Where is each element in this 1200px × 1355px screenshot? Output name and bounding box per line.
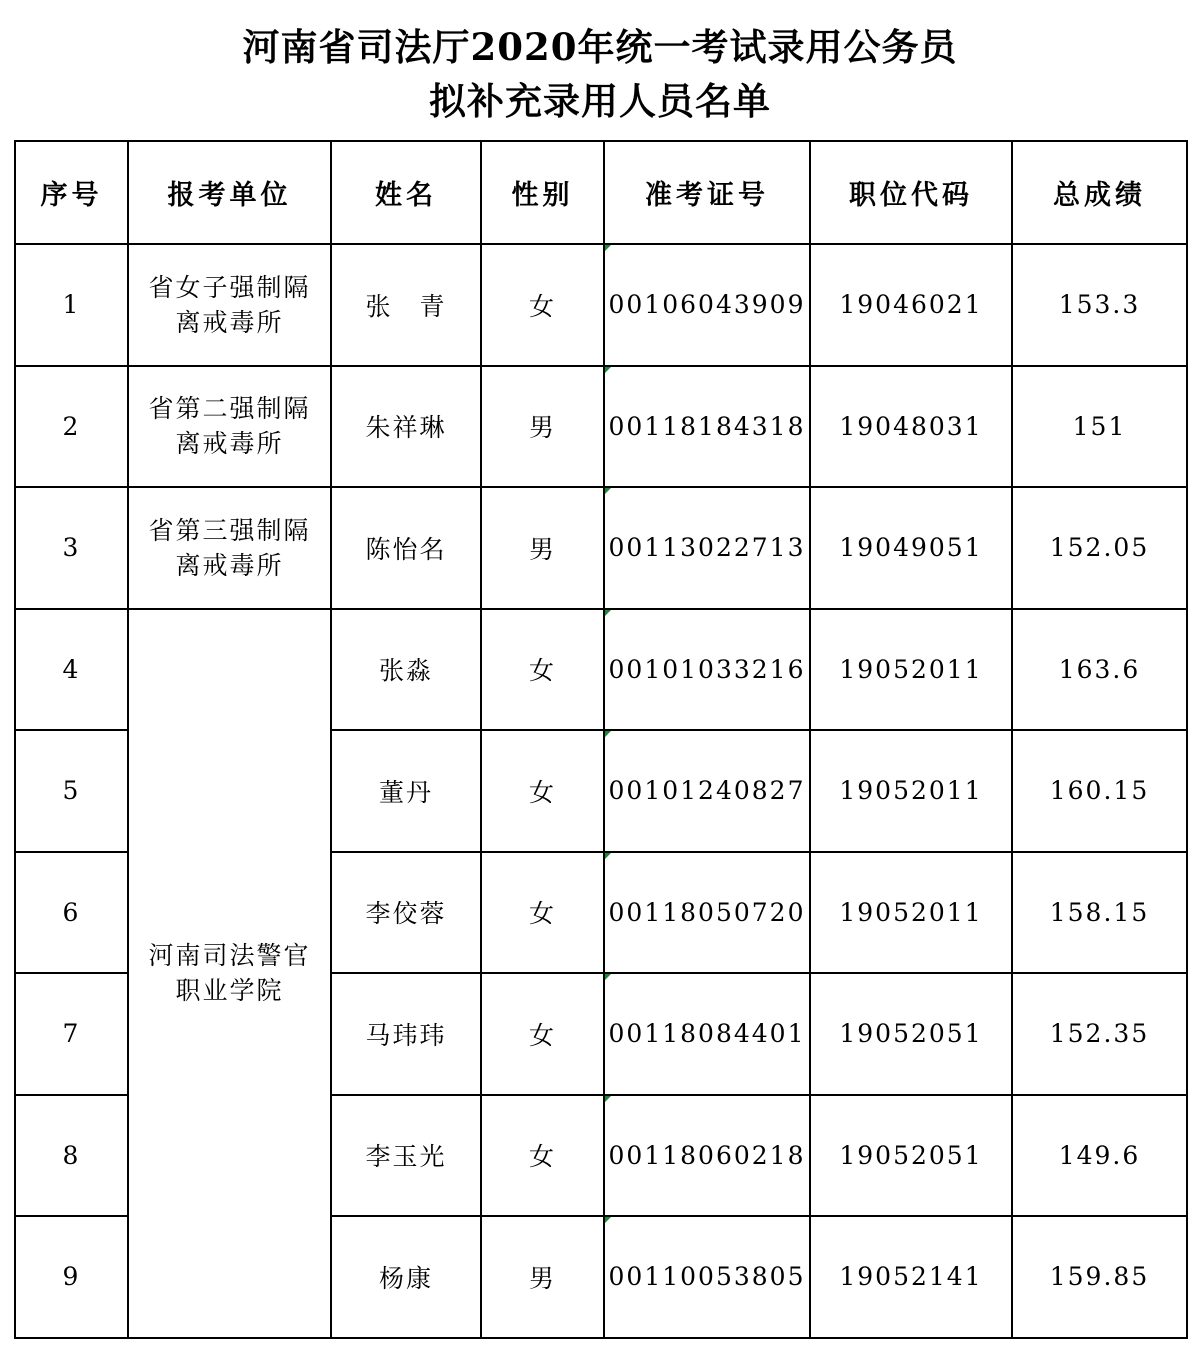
cell-name: 朱祥琳 bbox=[331, 366, 481, 488]
cell-position-code: 19048031 bbox=[810, 366, 1012, 488]
cell-gender: 女 bbox=[481, 1095, 604, 1217]
table-row bbox=[15, 609, 1187, 731]
cell-name: 杨康 bbox=[331, 1216, 481, 1338]
cell-ticket bbox=[604, 609, 810, 731]
cell-unit-merged bbox=[128, 609, 331, 1338]
cell-seq: 7 bbox=[15, 973, 128, 1095]
unit-line2: 职业学院 bbox=[175, 976, 284, 1005]
cell-name: 李玉光 bbox=[331, 1095, 481, 1217]
cell-ticket bbox=[604, 1095, 810, 1217]
cell-ticket bbox=[604, 1216, 810, 1338]
unit-line2: 离戒毒所 bbox=[175, 429, 284, 459]
cell-score: 149.6 bbox=[1012, 1095, 1187, 1217]
header-name: 姓名 bbox=[331, 141, 481, 244]
ticket-value: 00118060218 bbox=[608, 1140, 806, 1170]
cell-position-code: 19049051 bbox=[810, 487, 1012, 609]
cell-position-code: 19052051 bbox=[810, 1095, 1012, 1217]
cell-name: 张淼 bbox=[331, 609, 481, 731]
cell-gender: 女 bbox=[481, 852, 604, 974]
cell-marker bbox=[605, 1096, 611, 1102]
cell-gender: 男 bbox=[481, 366, 604, 488]
cell-ticket bbox=[604, 852, 810, 974]
cell-name: 董丹 bbox=[331, 730, 481, 852]
cell-marker bbox=[605, 610, 611, 616]
cell-gender: 女 bbox=[481, 730, 604, 852]
cell-ticket bbox=[604, 730, 810, 852]
cell-gender: 男 bbox=[481, 487, 604, 609]
ticket-value: 00113022713 bbox=[608, 533, 806, 563]
table-row bbox=[15, 487, 1187, 609]
cell-seq: 6 bbox=[15, 852, 128, 974]
cell-position-code: 19052051 bbox=[810, 973, 1012, 1095]
cell-ticket bbox=[604, 973, 810, 1095]
cell-ticket bbox=[604, 244, 810, 366]
header-ticket: 准考证号 bbox=[604, 141, 810, 244]
cell-name: 陈怡名 bbox=[331, 487, 481, 609]
cell-seq: 1 bbox=[15, 244, 128, 366]
candidate-table bbox=[14, 140, 1188, 1339]
table-row bbox=[15, 244, 1187, 366]
unit-line2: 离戒毒所 bbox=[175, 307, 284, 337]
cell-name: 马玮玮 bbox=[331, 973, 481, 1095]
unit-line1: 省第三强制隔 bbox=[148, 515, 311, 545]
ticket-value: 00118084401 bbox=[608, 1019, 806, 1049]
cell-position-code: 19052141 bbox=[810, 1216, 1012, 1338]
unit-line1: 省女子强制隔 bbox=[148, 272, 311, 302]
cell-gender: 女 bbox=[481, 244, 604, 366]
ticket-value: 00101033216 bbox=[608, 654, 806, 684]
cell-position-code: 19046021 bbox=[810, 244, 1012, 366]
header-seq: 序号 bbox=[15, 141, 128, 244]
table-header-row bbox=[15, 141, 1187, 244]
cell-marker bbox=[605, 1217, 611, 1223]
cell-seq: 3 bbox=[15, 487, 128, 609]
cell-unit bbox=[128, 366, 331, 488]
document-title-line2: 拟补充录用人员名单 bbox=[429, 79, 771, 123]
cell-score: 159.85 bbox=[1012, 1216, 1187, 1338]
unit-line2: 离戒毒所 bbox=[175, 550, 284, 580]
cell-seq: 8 bbox=[15, 1095, 128, 1217]
cell-name: 张 青 bbox=[331, 244, 481, 366]
ticket-value: 00106043909 bbox=[608, 290, 806, 320]
cell-score: 153.3 bbox=[1012, 244, 1187, 366]
unit-line1: 省第二强制隔 bbox=[148, 394, 311, 424]
cell-marker bbox=[605, 731, 611, 737]
cell-marker bbox=[605, 245, 611, 251]
header-score: 总成绩 bbox=[1012, 141, 1187, 244]
ticket-value: 00118050720 bbox=[608, 897, 806, 927]
unit-line1: 河南司法警官 bbox=[148, 941, 311, 970]
cell-ticket bbox=[604, 487, 810, 609]
cell-marker bbox=[605, 488, 611, 494]
cell-score: 160.15 bbox=[1012, 730, 1187, 852]
table-row bbox=[15, 366, 1187, 488]
ticket-value: 00110053805 bbox=[608, 1262, 806, 1292]
cell-score: 158.15 bbox=[1012, 852, 1187, 974]
cell-position-code: 19052011 bbox=[810, 852, 1012, 974]
cell-ticket bbox=[604, 366, 810, 488]
cell-score: 152.05 bbox=[1012, 487, 1187, 609]
cell-seq: 4 bbox=[15, 609, 128, 731]
cell-seq: 5 bbox=[15, 730, 128, 852]
cell-marker bbox=[605, 974, 611, 980]
cell-marker bbox=[605, 367, 611, 373]
cell-seq: 2 bbox=[15, 366, 128, 488]
cell-gender: 男 bbox=[481, 1216, 604, 1338]
cell-position-code: 19052011 bbox=[810, 609, 1012, 731]
cell-score: 151 bbox=[1012, 366, 1187, 488]
header-position-code: 职位代码 bbox=[810, 141, 1012, 244]
cell-score: 163.6 bbox=[1012, 609, 1187, 731]
cell-gender: 女 bbox=[481, 609, 604, 731]
cell-gender: 女 bbox=[481, 973, 604, 1095]
ticket-value: 00118184318 bbox=[608, 411, 806, 441]
cell-name: 李佼蓉 bbox=[331, 852, 481, 974]
document-title-line1: 河南省司法厅2020年统一考试录用公务员 bbox=[242, 25, 958, 69]
header-gender: 性别 bbox=[481, 141, 604, 244]
cell-unit bbox=[128, 487, 331, 609]
header-unit: 报考单位 bbox=[128, 141, 331, 244]
cell-position-code: 19052011 bbox=[810, 730, 1012, 852]
ticket-value: 00101240827 bbox=[608, 776, 806, 806]
cell-seq: 9 bbox=[15, 1216, 128, 1338]
cell-unit bbox=[128, 244, 331, 366]
cell-marker bbox=[605, 853, 611, 859]
cell-score: 152.35 bbox=[1012, 973, 1187, 1095]
